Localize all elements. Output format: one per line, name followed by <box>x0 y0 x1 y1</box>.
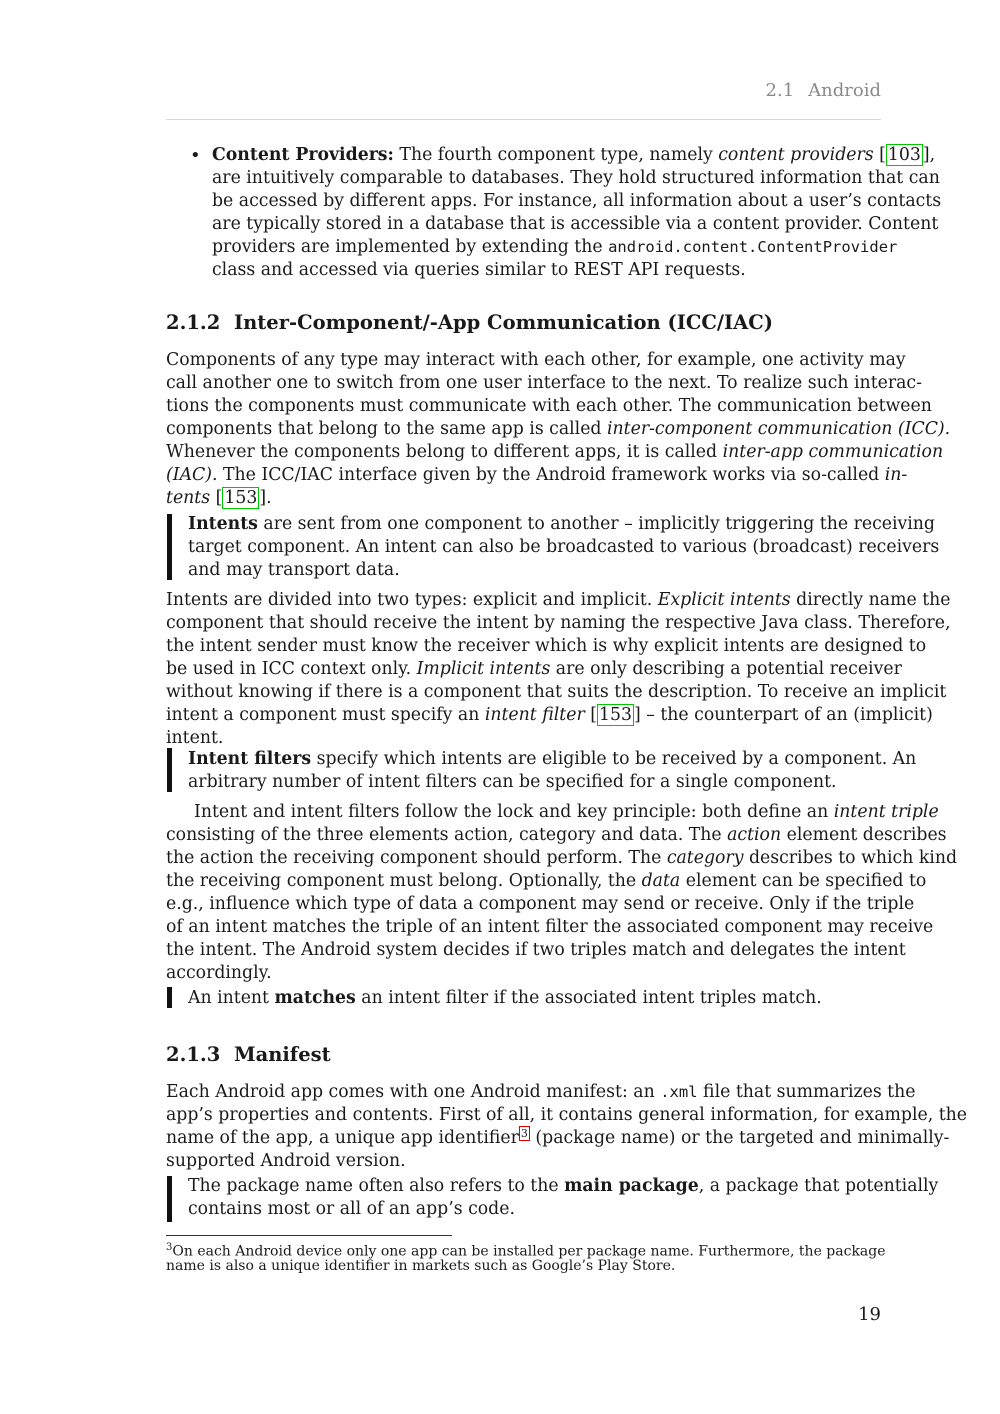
p1-line-5: Whenever the components belong to different apps, it is called inter-app communication <box>166 442 944 462</box>
p3-line-4: the receiving component must belong. Optionally, the data element can be specified to <box>166 871 927 891</box>
section-heading-2-1-3: 2.1.3 Manifest <box>166 1043 331 1066</box>
def1-term: Intents <box>188 514 258 534</box>
definition-bar <box>167 1176 172 1222</box>
p4-line-1: Each Android app comes with one Android manifest: an .xml file that summarizes the <box>166 1082 916 1102</box>
p3-line-8: accordingly. <box>166 963 272 983</box>
running-header-section: 2.1 <box>765 80 795 101</box>
def4-term: main package <box>564 1176 699 1196</box>
p3-line-3: the action the receiving component should perform. The category describes to which kind <box>166 848 958 868</box>
def3-term: matches <box>274 988 356 1008</box>
bullet-term: Content Providers: <box>212 145 394 165</box>
p2-line-6: intent a component must specify an intent filter [ 153 ] – the counterpart of an (implicit) <box>166 705 933 725</box>
p1-line-2: call another one to switch from one user interface to the next. To realize such interac- <box>166 373 922 393</box>
bullet-line-6: class and accessed via queries similar to REST API requests. <box>212 260 746 280</box>
def2-line-1: Intent filters specify which intents are eligible to be received by a component. An <box>188 749 917 769</box>
footnote-rule <box>166 1235 452 1236</box>
page-number: 19 <box>858 1304 881 1325</box>
running-header-title: Android <box>808 80 881 101</box>
header-rule <box>166 119 881 120</box>
code-contentprovider: android.content.ContentProvider <box>608 238 898 256</box>
footnote-line-1: $^3$On each Android device only one app can be installed per package name. Furthermore, the package <box>166 1242 886 1260</box>
p2-line-5: without knowing if there is a component that suits the description. To receive an implicit <box>166 682 947 702</box>
bullet-marker: • <box>190 145 201 166</box>
p3-line-6: of an intent matches the triple of an intent filter the associated component may receive <box>166 917 934 937</box>
p1-line-1: Components of any type may interact with each other, for example, one activity may <box>166 350 906 370</box>
p3-line-1: Intent and intent filters follow the lock and key principle: both define an intent triple <box>194 802 939 822</box>
p4-line-2: app’s properties and contents. First of all, it contains general information, for example, the <box>166 1105 968 1125</box>
citation-153[interactable]: 153 <box>224 488 258 508</box>
p4-line-3: name of the app, a unique app identifier $^3$ (package name) or the targeted and minimally- <box>166 1127 950 1148</box>
citation-153[interactable]: 153 <box>598 705 632 725</box>
p3-line-2: consisting of the three elements action, category and data. The action element describes <box>166 825 947 845</box>
p1-line-6: (IAC). The ICC/IAC interface given by the Android framework works via so-called in- <box>166 465 908 485</box>
p2-line-1: Intents are divided into two types: explicit and implicit. Explicit intents directly name the <box>166 590 951 610</box>
def1-line-1: Intents are sent from one component to another – implicitly triggering the receiving <box>188 514 935 534</box>
section-heading-2-1-2: 2.1.2 Inter-Component/-App Communication (ICC/IAC) <box>166 311 774 334</box>
bullet-line-1: Content Providers: The fourth component type, namely content providers [ 103 ], <box>212 145 936 165</box>
def3-line-1: An intent matches an intent filter if the associated intent triples match. <box>188 988 822 1008</box>
def4-line-1: The package name often also refers to the main package, a package that potentially <box>188 1176 939 1196</box>
footnote-line-2: name is also a unique identifier in markets such as Google’s Play Store. <box>166 1258 676 1274</box>
bullet-line-2: are intuitively comparable to databases. They hold structured information that can <box>212 168 940 188</box>
p2-line-3: the intent sender must know the receiver which is why explicit intents are designed to <box>166 636 927 656</box>
def4-line-2: contains most or all of an app’s code. <box>188 1199 515 1219</box>
p2-line-4: be used in ICC context only. Implicit intents are only describing a potential receiver <box>166 659 902 679</box>
code-xml: .xml <box>660 1083 698 1101</box>
bullet-line-3: be accessed by different apps. For instance, all information about a user’s contacts <box>212 191 942 211</box>
def2-line-2: arbitrary number of intent filters can be specified for a single component. <box>188 772 837 792</box>
footnote-reference-3[interactable]: 3 <box>520 1127 528 1140</box>
p2-line-2: component that should receive the intent by naming the respective Java class. Therefore, <box>166 613 951 633</box>
p1-line-4: components that belong to the same app is called inter-component communication (ICC). <box>166 419 951 439</box>
footnote-mark: 3 <box>166 1242 173 1253</box>
bullet-line-4: are typically stored in a database that is accessible via a content provider. Content <box>212 214 939 234</box>
definition-bar <box>167 987 172 1008</box>
p4-line-4: supported Android version. <box>166 1151 406 1171</box>
citation-103[interactable]: 103 <box>887 145 921 165</box>
def2-term: Intent filters <box>188 749 312 769</box>
def1-line-2: target component. An intent can also be broadcasted to various (broadcast) receivers <box>188 537 940 557</box>
def1-line-3: and may transport data. <box>188 560 400 580</box>
p3-line-5: e.g., influence which type of data a component may send or receive. Only if the triple <box>166 894 915 914</box>
running-header <box>766 80 881 101</box>
definition-bar <box>167 748 172 792</box>
p1-line-3: tions the components must communicate with each other. The communication between <box>166 396 932 416</box>
bullet-line-5: providers are implemented by extending the android.content.ContentProvider <box>212 237 898 257</box>
p1-line-7: tents [ 153 ]. <box>166 488 272 508</box>
p3-line-7: the intent. The Android system decides if two triples match and delegates the intent <box>166 940 906 960</box>
definition-bar <box>167 514 172 580</box>
p2-line-7: intent. <box>166 728 224 748</box>
